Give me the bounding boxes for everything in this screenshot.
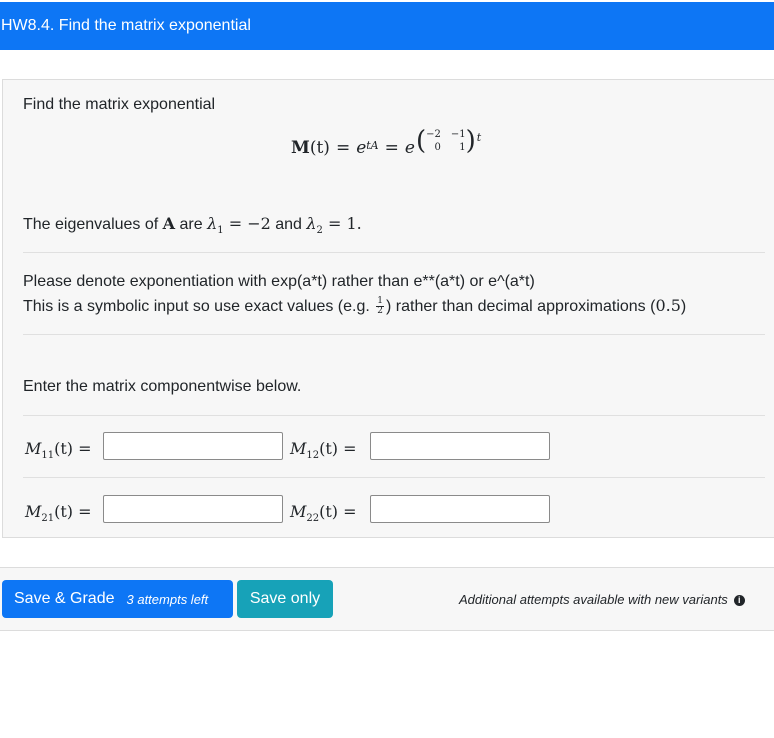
m21-input[interactable] — [103, 495, 283, 523]
divider — [0, 630, 774, 631]
exponent-matrix: ( −2 −1 0 1 ) t — [415, 126, 482, 156]
m11-label: $M_{11}(t)$ = — [25, 439, 92, 462]
enter-matrix-text: Enter the matrix componentwise below. — [23, 378, 302, 395]
divider — [0, 567, 774, 568]
fraction-one-half: $\frac{1}{2}$ — [377, 296, 383, 317]
m22-label: $M_{22}(t)$ = — [290, 502, 357, 525]
question-title-header: HW8.4. Find the matrix exponential — [1, 17, 251, 34]
question-title: Find the matrix exponential — [23, 96, 216, 113]
info-icon[interactable]: i — [734, 595, 745, 606]
additional-attempts-text: Additional attempts available with new variants i — [459, 592, 745, 607]
save-and-grade-button[interactable]: Save & Grade 3 attempts left — [2, 580, 233, 618]
divider — [23, 334, 765, 335]
m12-input[interactable] — [370, 432, 550, 460]
m11-input[interactable] — [103, 432, 283, 460]
divider — [23, 477, 765, 478]
m21-label: $M_{21}(t)$ = — [25, 502, 92, 525]
attempts-left: 3 attempts left — [126, 591, 209, 607]
m22-input[interactable] — [370, 495, 550, 523]
instruction-exact: This is a symbolic input so use exact values (e.g. $\frac{1}{2}$ ) rather than decimal approximations (0.5) — [23, 296, 687, 317]
save-only-button[interactable]: Save only — [237, 580, 333, 618]
matrix-exponential-equation: M (t) = e $^{tA}$ = e ( −2 −1 0 1 ) t — [291, 126, 482, 158]
m12-label: $M_{12}(t)$ = — [290, 439, 357, 462]
question-header — [0, 2, 774, 50]
question-card — [2, 79, 774, 538]
eigenvalues-text: The eigenvalues of A are $\lambda_1 = -2$ and $\lambda_2 = 1$. — [23, 214, 362, 237]
instruction-exp: Please denote exponentiation with exp(a*t) rather than e**(a*t) or e^(a*t) — [23, 273, 535, 290]
divider — [23, 252, 765, 253]
divider — [23, 415, 765, 416]
